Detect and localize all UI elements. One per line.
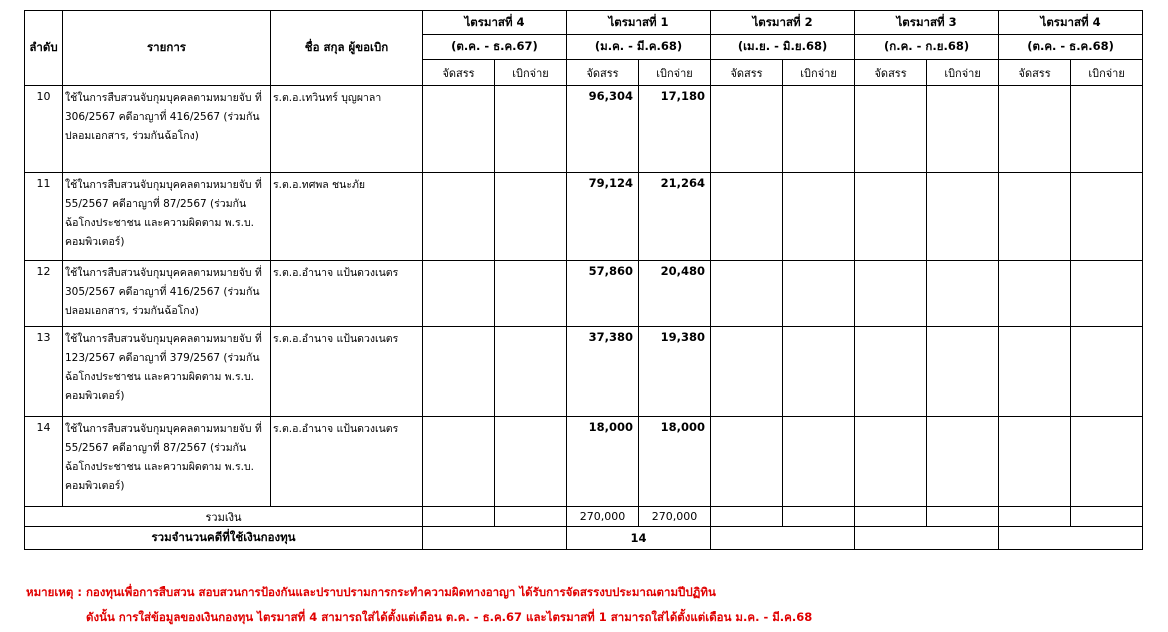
row-disbursed: 21,264 (639, 173, 711, 261)
col-disbursed: เบิกจ่าย (495, 60, 567, 86)
row-disbursed: 18,000 (639, 417, 711, 507)
total-label: รวมเงิน (25, 507, 423, 527)
table-row (25, 327, 1143, 417)
row-no: 13 (25, 327, 63, 417)
note-line-2: ดังนั้น การใส่ข้อมูลของเงินกองทุน ไตรมาสที่ 4 สามารถใส่ได้ตั้งแต่เดือน ต.ค. - ธ.ค.67 และไตรมาสที่ 1 สามารถใส่ได้ตั้งแต่เดือน ม.ค. - มี.ค.68 (86, 610, 813, 624)
quarter-period: (ก.ค. - ก.ย.68) (855, 35, 999, 60)
row-item: ใช้ในการสืบสวนจับกุมบุคคลตามหมายจับ ที่ 123/2567 คดีอาญาที่ 379/2567 (ร่วมกัน ฉ้อโกงประชาชน และความผิดตาม พ.ร.บ. คอมพิวเตอร์) (63, 327, 271, 417)
count-row (25, 527, 1143, 550)
quarter-period: (ต.ค. - ธ.ค.67) (423, 35, 567, 60)
row-name: ร.ต.อ.อำนาจ แป้นดวงเนตร (271, 327, 423, 417)
row-no: 10 (25, 86, 63, 173)
count-value: 14 (567, 527, 711, 550)
total-disbursed: 270,000 (639, 507, 711, 527)
row-disbursed: 17,180 (639, 86, 711, 173)
quarter-period: (ม.ค. - มี.ค.68) (567, 35, 711, 60)
total-row (25, 507, 1143, 527)
row-allocated: 96,304 (567, 86, 639, 173)
row-item: ใช้ในการสืบสวนจับกุมบุคคลตามหมายจับ ที่ 55/2567 คดีอาญาที่ 87/2567 (ร่วมกัน ฉ้อโกงประชาชน และความผิดตาม พ.ร.บ. คอมพิวเตอร์) (63, 417, 271, 507)
row-item: ใช้ในการสืบสวนจับกุมบุคคลตามหมายจับ ที่ 305/2567 คดีอาญาที่ 416/2567 (ร่วมกัน ปลอมเอกสาร, ร่วมกันฉ้อโกง) (63, 261, 271, 327)
col-allocated: จัดสรร (567, 60, 639, 86)
total-allocated: 270,000 (567, 507, 639, 527)
quarter-title: ไตรมาสที่ 1 (567, 11, 711, 35)
col-header-name: ชื่อ สกุล ผู้ขอเบิก (271, 11, 423, 86)
note-line-1: หมายเหตุ : กองทุนเพื่อการสืบสวน สอบสวนการป้องกันและปราบปรามการกระทำความผิดทางอาญา ได้รับการจัดสรรงบประมาณตามปีปฏิทิน (26, 585, 716, 599)
col-allocated: จัดสรร (423, 60, 495, 86)
row-no: 14 (25, 417, 63, 507)
row-name: ร.ต.อ.ทศพล ชนะภัย (271, 173, 423, 261)
count-label: รวมจำนวนคดีที่ใช้เงินกองทุน (25, 527, 423, 550)
quarter-title: ไตรมาสที่ 3 (855, 11, 999, 35)
col-disbursed: เบิกจ่าย (783, 60, 855, 86)
row-name: ร.ต.อ.อำนาจ แป้นดวงเนตร (271, 261, 423, 327)
table-row (25, 261, 1143, 327)
table-row (25, 417, 1143, 507)
row-allocated: 37,380 (567, 327, 639, 417)
row-name: ร.ต.อ.เทวินทร์ บุญผาลา (271, 86, 423, 173)
row-disbursed: 19,380 (639, 327, 711, 417)
quarter-title: ไตรมาสที่ 4 (999, 11, 1143, 35)
col-header-item: รายการ (63, 11, 271, 86)
quarter-title: ไตรมาสที่ 2 (711, 11, 855, 35)
row-allocated: 57,860 (567, 261, 639, 327)
budget-table (24, 10, 1143, 550)
row-no: 11 (25, 173, 63, 261)
col-allocated: จัดสรร (711, 60, 783, 86)
quarter-period: (เม.ย. - มิ.ย.68) (711, 35, 855, 60)
col-disbursed: เบิกจ่าย (639, 60, 711, 86)
quarter-title: ไตรมาสที่ 4 (423, 11, 567, 35)
col-disbursed: เบิกจ่าย (927, 60, 999, 86)
table-row (25, 86, 1143, 173)
col-allocated: จัดสรร (999, 60, 1071, 86)
row-allocated: 79,124 (567, 173, 639, 261)
table-row (25, 173, 1143, 261)
row-item: ใช้ในการสืบสวนจับกุมบุคคลตามหมายจับ ที่ 55/2567 คดีอาญาที่ 87/2567 (ร่วมกัน ฉ้อโกงประชาชน และความผิดตาม พ.ร.บ. คอมพิวเตอร์) (63, 173, 271, 261)
col-header-no: ลำดับ (25, 11, 63, 86)
quarter-period: (ต.ค. - ธ.ค.68) (999, 35, 1143, 60)
row-no: 12 (25, 261, 63, 327)
row-item: ใช้ในการสืบสวนจับกุมบุคคลตามหมายจับ ที่ 306/2567 คดีอาญาที่ 416/2567 (ร่วมกัน ปลอมเอกสาร, ร่วมกันฉ้อโกง) (63, 86, 271, 173)
col-disbursed: เบิกจ่าย (1071, 60, 1143, 86)
row-allocated: 18,000 (567, 417, 639, 507)
row-name: ร.ต.อ.อำนาจ แป้นดวงเนตร (271, 417, 423, 507)
col-allocated: จัดสรร (855, 60, 927, 86)
row-disbursed: 20,480 (639, 261, 711, 327)
